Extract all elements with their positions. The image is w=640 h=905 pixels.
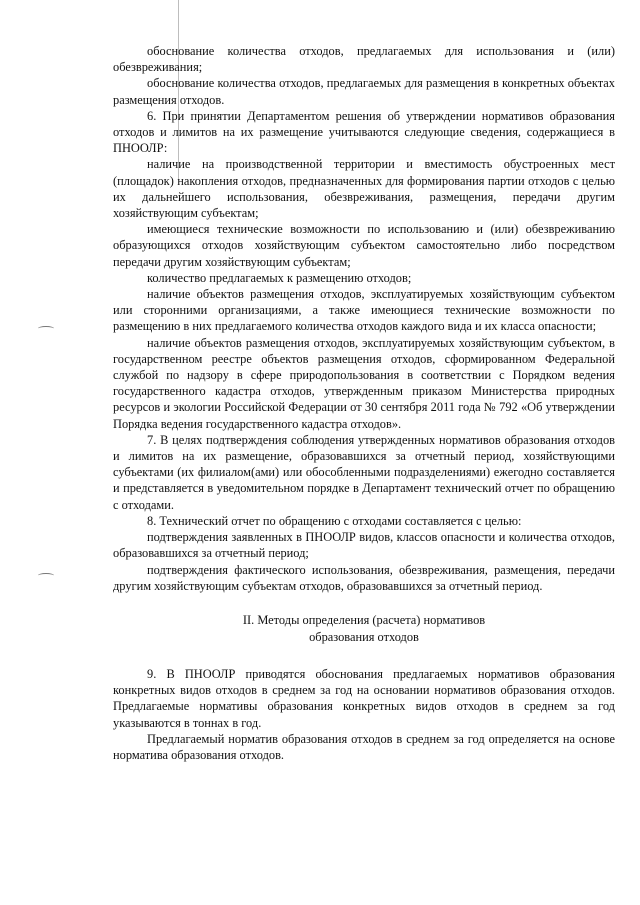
paragraph: обоснование количества отходов, предлагаемых для использования и (или) обезвреживания; (113, 44, 615, 75)
paragraph: наличие объектов размещения отходов, эксплуатируемых хозяйствующим субъектом или сторонними организациями, а также имеющиеся технические возможности по размещению в них предлагаемого количества отходов каждого вида и их класса опасности; (113, 287, 615, 334)
scan-mark (38, 573, 54, 578)
paragraph: подтверждения заявленных в ПНООЛР видов, классов опасности и количества отходов, образовавшихся за отчетный период; (113, 530, 615, 561)
paragraph: обоснование количества отходов, предлагаемых для размещения в конкретных объектах размещения отходов. (113, 76, 615, 107)
paragraph: Предлагаемый норматив образования отходов в среднем за год определяется на основе норматива образования отходов. (113, 731, 615, 762)
paragraph: 9. В ПНООЛР приводятся обоснования предлагаемых нормативов образования конкретных видов отходов в среднем за год на основании нормативов образования отходов. Предлагаемые нормативы образования конкретных видов отходов в среднем за год указываются в тоннах в год. (113, 666, 615, 730)
paragraph: 7. В целях подтверждения соблюдения утвержденных нормативов образования отходов и лимитов на их размещение, образовавшихся за отчетный период, хозяйствующими субъектами (их филиалом(ами) или обособленными подразделениями) ежегодно составляется и представляется в уведомительном порядке в Департамент технический отчет по обращению с отходами. (113, 432, 615, 512)
scan-mark (38, 326, 54, 331)
paragraph: 6. При принятии Департаментом решения об утверждении нормативов образования отходов и лимитов на их размещение учитываются следующие сведения, содержащиеся в ПНООЛР: (113, 108, 615, 156)
paragraph: количество предлагаемых к размещению отходов; (147, 270, 412, 285)
section-heading (113, 612, 615, 646)
document-body (113, 43, 615, 763)
paragraph: наличие объектов размещения отходов, эксплуатируемых хозяйствующим субъектом, в государственном реестре объектов размещения отходов, сформированном Федеральной службой по надзору в сфере природопользования в соответствии с Порядком ведения государственного кадастра отходов, утвержденным приказом Министерства природных ресурсов и экологии Российской Федерации от 30 сентября 2011 года № 792 «Об утверждении Порядка ведения государственного кадастра отходов». (113, 335, 615, 431)
paragraph: 8. Технический отчет по обращению с отходами составляется с целью: (147, 513, 522, 528)
section-heading-line: образования отходов (309, 629, 419, 644)
section-heading-line: II. Методы определения (расчета) нормативов (242, 612, 486, 627)
paragraph: подтверждения фактического использования, обезвреживания, размещения, передачи другим хозяйствующим субъектам отходов, образовавшихся за отчетный период. (113, 562, 615, 593)
paragraph: наличие на производственной территории и вместимость обустроенных мест (площадок) накопления отходов, предназначенных для формирования партии отходов с целью их дальнейшего использования, обезвреживания, размещения, передачи другим хозяйствующим субъектам; (113, 157, 615, 221)
paragraph: имеющиеся технические возможности по использованию и (или) обезвреживанию образующихся отходов хозяйствующим субъектом самостоятельно либо посредством передачи другим хозяйствующим субъектам; (113, 222, 615, 269)
